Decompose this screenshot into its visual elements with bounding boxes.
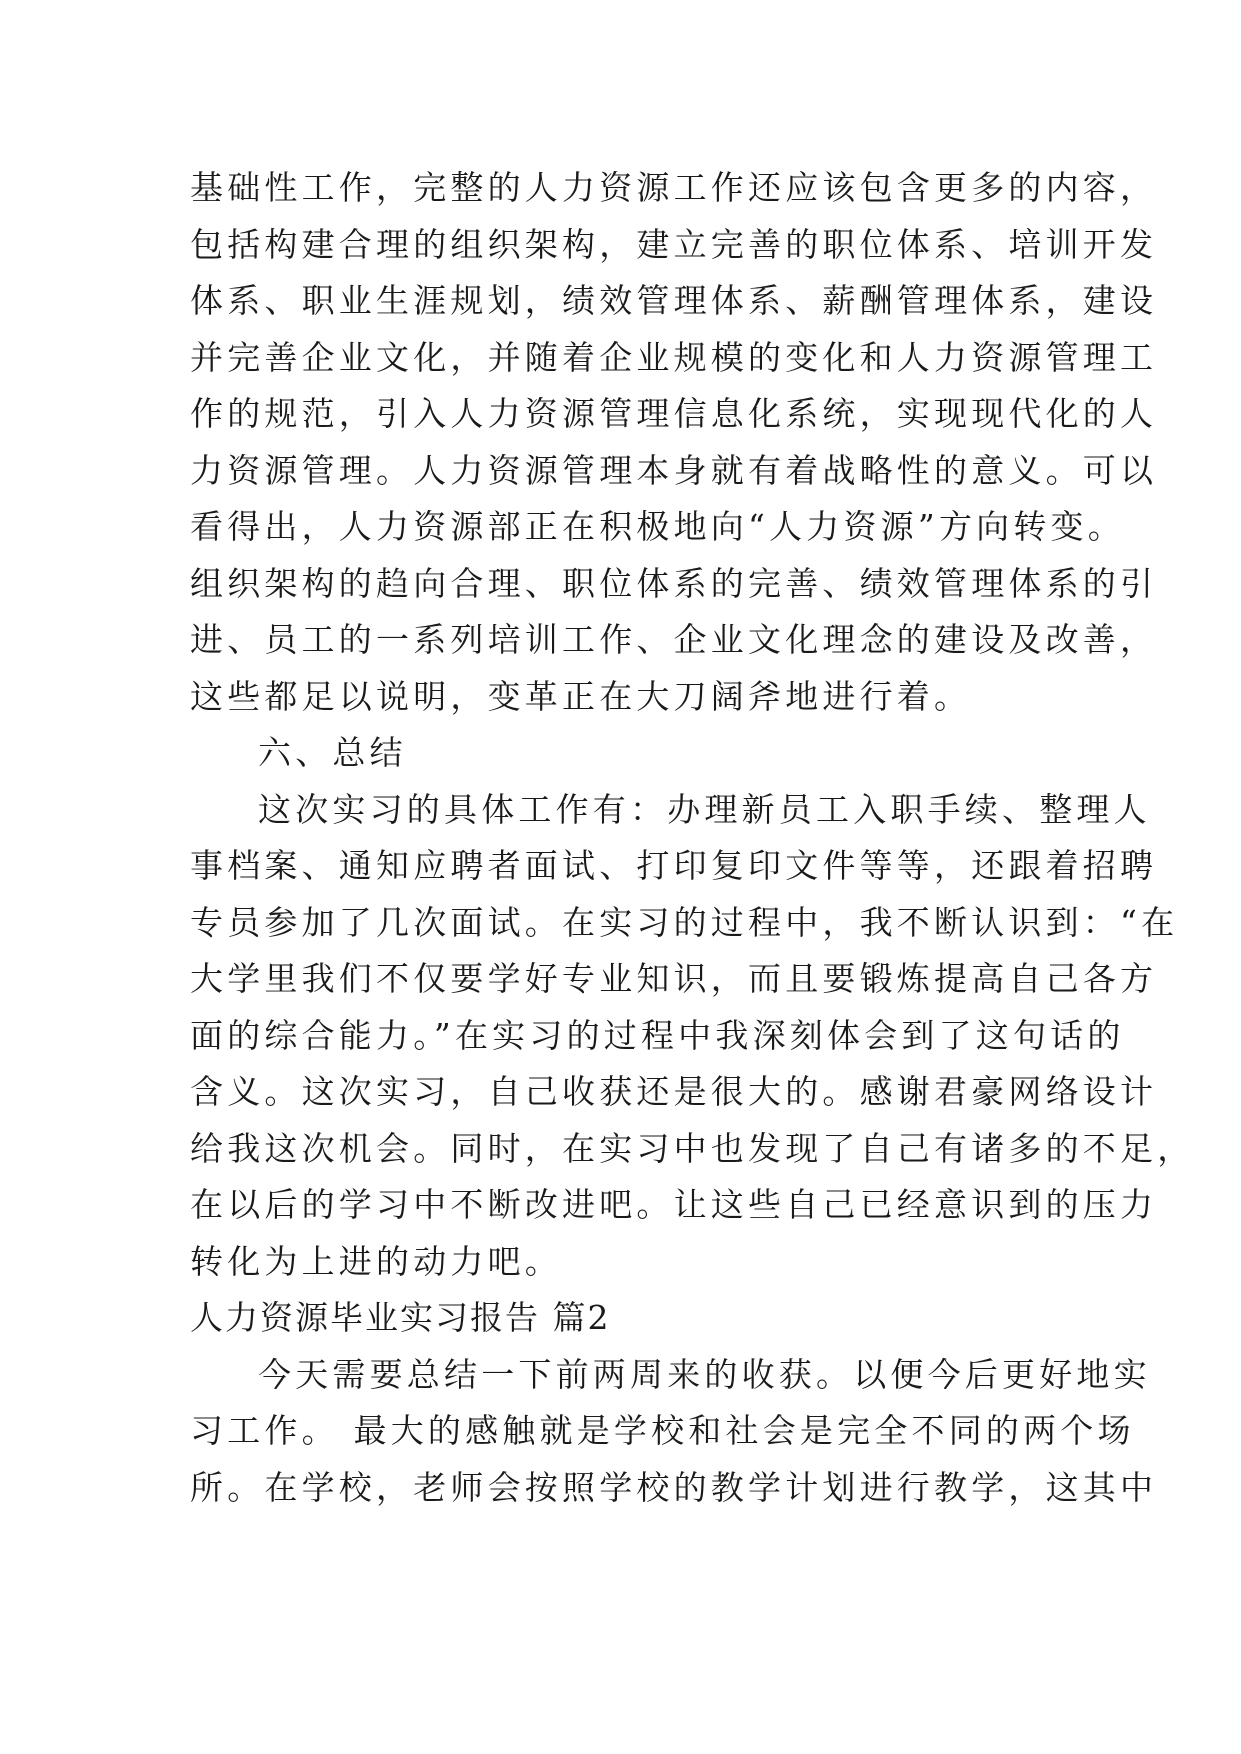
text-line: 作的规范，引入人力资源管理信息化系统，实现现代化的人 bbox=[190, 394, 1158, 433]
text-line: 基础性工作，完整的人力资源工作还应该包含更多的内容， bbox=[190, 168, 1158, 207]
text-line: 在以后的学习中不断改进吧。让这些自己已经意识到的压力 bbox=[190, 1185, 1158, 1224]
section-heading: 六、总结 bbox=[258, 733, 407, 772]
text-line: 看得出，人力资源部正在积极地向“人力资源”方向转变。 bbox=[190, 507, 1125, 546]
text-line: 大学里我们不仅要学好专业知识，而且要锻炼提高自己各方 bbox=[190, 959, 1158, 998]
text-line: 习工作。 最大的感触就是学校和社会是完全不同的两个场 bbox=[190, 1411, 1135, 1450]
text-line: 并完善企业文化，并随着企业规模的变化和人力资源管理工 bbox=[190, 337, 1158, 377]
text-line: 包括构建合理的组织架构，建立完善的职位体系、培训开发 bbox=[190, 224, 1158, 264]
text-line: 力资源管理。人力资源管理本身就有着战略性的意义。可以 bbox=[190, 450, 1158, 490]
text-line: 进、员工的一系列培训工作、企业文化理念的建设及改善， bbox=[190, 620, 1158, 659]
paragraph-3 bbox=[190, 1347, 1158, 1517]
body-text bbox=[190, 160, 1195, 1516]
text-line: 这次实习的具体工作有：办理新员工入职手续、整理人 bbox=[258, 789, 1151, 829]
text-line: 组织架构的趋向合理、职位体系的完善、绩效管理体系的引 bbox=[190, 563, 1158, 603]
text-line: 体系、职业生涯规划，绩效管理体系、薪酬管理体系，建设 bbox=[190, 281, 1158, 320]
text-line: 专员参加了几次面试。在实习的过程中，我不断认识到：“在 bbox=[190, 902, 1179, 942]
text-line: 给我这次机会。同时，在实习中也发现了自己有诸多的不足， bbox=[190, 1128, 1195, 1168]
text-line: 含义。这次实习，自己收获还是很大的。感谢君豪网络设计 bbox=[190, 1072, 1158, 1111]
text-line: 这些都足以说明，变革正在大刀阔斧地进行着。 bbox=[190, 676, 972, 716]
text-line: 今天需要总结一下前两周来的收获。以便今后更好地实 bbox=[258, 1354, 1151, 1394]
paragraph-1 bbox=[190, 160, 1158, 725]
paragraph-2 bbox=[190, 782, 1195, 1291]
text-line: 面的综合能力。”在实习的过程中我深刻体会到了这句话的 bbox=[190, 1015, 1125, 1055]
text-line: 转化为上进的动力吧。 bbox=[190, 1241, 562, 1281]
text-line: 事档案、通知应聘者面试、打印复印文件等等，还跟着招聘 bbox=[190, 846, 1158, 885]
text-line: 所。在学校，老师会按照学校的教学计划进行教学，这其中 bbox=[190, 1467, 1158, 1507]
report-title: 人力资源毕业实习报告 篇2 bbox=[190, 1298, 611, 1337]
